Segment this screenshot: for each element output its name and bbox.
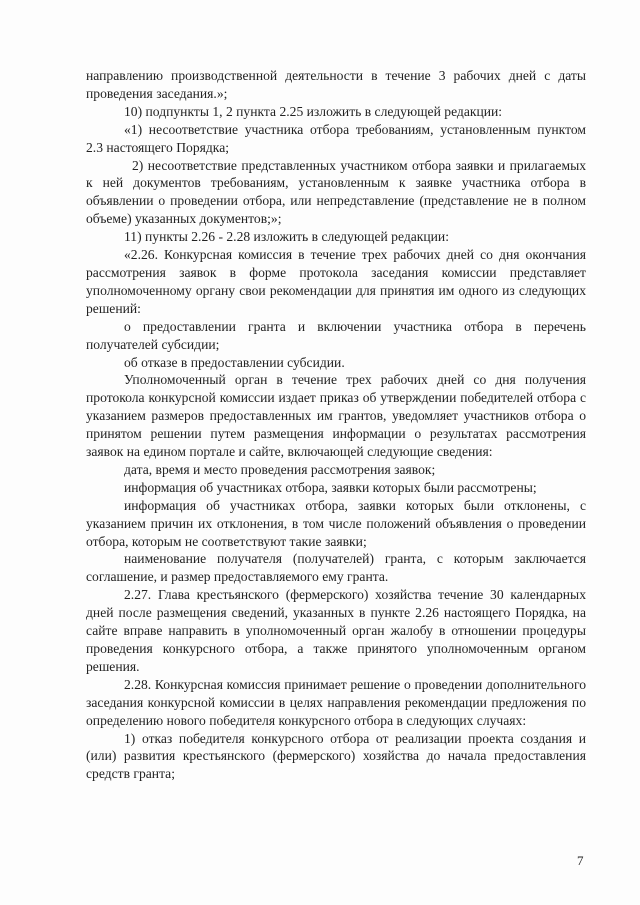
paragraph: 11) пункты 2.26 - 2.28 изложить в следующей редакции: [124, 229, 449, 245]
paragraph: направлению производственной деятельности в течение 3 рабочих дней с даты проведения заседания.»; [86, 68, 586, 101]
paragraph: 10) подпункты 1, 2 пункта 2.25 изложить в следующей редакции: [124, 103, 503, 119]
paragraph: «2.26. Конкурсная комиссия в течение трех рабочих дней со дня окончания рассмотрения заявок в форме протокола заседания комиссии представляет уполномоченному органу свои рекомендации для принятия им одного из следующих решений: [86, 247, 586, 316]
paragraph: дата, время и место проведения рассмотрения заявок; [124, 461, 436, 477]
paragraph: информация об участниках отбора, заявки которых были отклонены, с указанием причин их отклонения, в том числе положений объявления о проведении отбора, которым не соответствуют такие заявки; [86, 497, 586, 549]
paragraph: об отказе в предоставлении субсидии. [124, 354, 345, 370]
paragraph: о предоставлении гранта и включении участника отбора в перечень получателей субсидии; [86, 318, 586, 352]
paragraph: 2) несоответствие представленных участником отбора заявки и прилагаемых к ней документов требованиям, установленным к заявке участника отбора в объявлении о проведении отбора, или непредставление (представление не в полном объеме) указанных документов;»; [86, 157, 586, 227]
paragraph: «1) несоответствие участника отбора требованиям, установленным пунктом 2.3 настоящего Порядка; [86, 121, 586, 155]
paragraph: наименование получателя (получателей) гранта, с которым заключается соглашение, и размер предоставляемого ему гранта. [86, 551, 586, 585]
paragraph: 2.28. Конкурсная комиссия принимает решение о проведении дополнительного заседания конкурсной комиссии в целях направления рекомендации предложения по определению нового победителя конкурсного отбора в следующих случаях: [86, 676, 586, 728]
paragraph: 1) отказ победителя конкурсного отбора от реализации проекта создания и (или) развития крестьянского (фермерского) хозяйства до начала предоставления средств гранта; [86, 730, 586, 782]
paragraph: 2.27. Глава крестьянского (фермерского) хозяйства течение 30 календарных дней после размещения сведений, указанных в пункте 2.26 настоящего Порядка, на сайте вправе направить в уполномоченный орган жалобу в отношении процедуры проведения конкурсного отбора, а также принятого уполномоченным органом решения. [86, 587, 586, 674]
document-body [86, 67, 586, 783]
paragraph: Уполномоченный орган в течение трех рабочих дней со дня получения протокола конкурсной комиссии издает приказ об утверждении победителей отбора с указанием размеров предоставленных им грантов, уведомляет участников отбора о принятом решении путем размещения информации о результатах рассмотрения заявок на едином портале и сайте, включающей следующие сведения: [86, 372, 586, 460]
paragraph: информация об участниках отбора, заявки которых были рассмотрены; [124, 479, 537, 495]
page-number: 7 [577, 853, 584, 868]
